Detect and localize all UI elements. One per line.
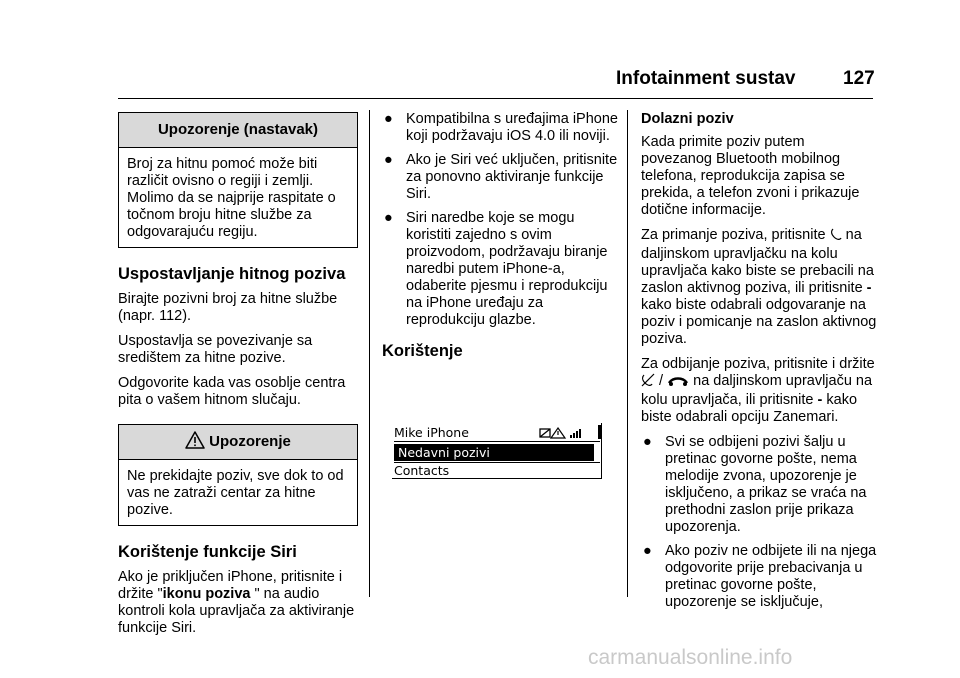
section-title: Infotainment sustav — [616, 68, 796, 89]
heading-siri: Korištenje funkcije Siri — [118, 543, 297, 561]
phone-display-screenshot — [392, 423, 602, 479]
bullet-marker: ● — [643, 434, 652, 450]
column-divider-2 — [627, 110, 628, 597]
call-answer-icon — [830, 228, 842, 246]
warning-triangle-icon — [185, 428, 205, 462]
column-3 — [641, 111, 877, 618]
heading-incoming-call: Dolazni poziv — [641, 111, 734, 127]
warning-continued-text: Broj za hitnu pomoć može biti različit ovisno o regiji i zemlji. Molimo da se najprije raspitate o točnom broju hitne službe za odgovarajuću regiju. — [127, 156, 336, 240]
end-call-icon — [667, 375, 689, 392]
incoming-paragraph-3: Za odbijanje poziva, pritisnite i držite / na daljinskom upravljaču na kolu upravljača, ili pritisnite - kako biste odabrali opciju Zanemari. — [641, 356, 875, 425]
warning-continued-box — [118, 112, 358, 248]
bullet-marker: ● — [384, 152, 393, 168]
page-number: 127 — [843, 68, 875, 89]
emergency-paragraph-3: Odgovorite kada vas osoblje centra pita o vašem hitnom slučaju. — [118, 375, 346, 408]
column-2 — [382, 111, 618, 368]
warning-icon — [551, 428, 565, 438]
screen-divider — [394, 441, 600, 442]
siri-text-pre: Ako je priključen iPhone, pritisnite i držite " — [118, 569, 343, 602]
screen-status-icons — [538, 426, 596, 445]
list-item: ● Kompatibilna s uređajima iPhone koji podržavaju iOS 4.0 ili noviji. — [384, 111, 618, 144]
warning-title — [119, 425, 357, 460]
incoming-paragraph-1: Kada primite poziv putem povezanog Bluetooth mobilnog telefona, reprodukcija zapisa se prekida, a telefon zvoni i prikazuje dotične informacije. — [641, 134, 860, 218]
siri-paragraph — [118, 569, 358, 637]
bullet-marker: ● — [384, 210, 393, 226]
column-divider-1 — [369, 110, 370, 597]
warning-text: Ne prekidajte poziv, sve dok to od vas ne zatraži centar za hitne pozive. — [127, 468, 344, 518]
signal-icon — [570, 429, 581, 438]
heading-emergency-call: Uspostavljanje hitnog poziva — [118, 265, 346, 283]
screen-recent-calls: Nedavni pozivi — [398, 445, 490, 460]
heading-usage: Korištenje — [382, 342, 463, 360]
screen-contacts: Contacts — [394, 463, 450, 478]
screen-device-name: Mike iPhone — [394, 425, 469, 440]
phone-link-icon — [540, 429, 550, 437]
list-item: ● Ako je Siri već uključen, pritisnite za ponovno aktiviranje funkcije Siri. — [384, 152, 618, 202]
watermark: carmanualsonline.info — [588, 646, 793, 669]
column-1 — [118, 112, 358, 645]
emergency-paragraph-2: Uspostavlja se povezivanje sa središtem za hitne pozive. — [118, 333, 313, 366]
list-item: ● Ako poziv ne odbijete ili na njega odgovorite prije prebacivanja u pretinac govorne pošte, upozorenje se isključuje, — [643, 543, 877, 610]
screen-bottom-border — [392, 478, 602, 479]
list-item: ● Siri naredbe koje se mogu koristiti zajedno s ovim proizvodom, podržavaju biranje naredbi putem iPhone-a, odaberite pjesmu i reprodukciju na iPhone uređaju za reprodukciju glazbe. — [384, 210, 608, 328]
list-item: ● Svi se odbijeni pozivi šalju u pretinac govorne pošte, nema melodije zvona, upozorenje je isključeno, a prikaz se vraća na prethodni zaslon prije prikaza upozorenja. — [643, 434, 867, 535]
siri-text-post: " na audio kontroli kola upravljača za aktiviranje funkcije Siri. — [118, 586, 355, 636]
warning-box — [118, 424, 358, 526]
warning-title-text: Upozorenje — [209, 433, 291, 450]
warning-continued-title: Upozorenje (nastavak) — [119, 113, 357, 148]
emergency-paragraph-1: Birajte pozivni broj za hitne službe (napr. 112). — [118, 291, 338, 324]
header-rule — [118, 98, 873, 99]
bullet-marker: ● — [384, 111, 393, 127]
siri-text-bold: ikonu poziva — [162, 586, 251, 602]
mute-call-icon — [641, 373, 655, 392]
incoming-paragraph-2: Za primanje poziva, pritisnite na daljinskom upravljačku na kolu upravljača kako biste se prebacili na zaslon aktivnog poziva, ili pritisnite - kako biste odabrali odgovaranje na poziv i pomicanje na zaslon aktivnog poziva. — [641, 227, 877, 347]
screen-right-border — [601, 423, 602, 479]
bullet-marker: ● — [643, 543, 652, 559]
